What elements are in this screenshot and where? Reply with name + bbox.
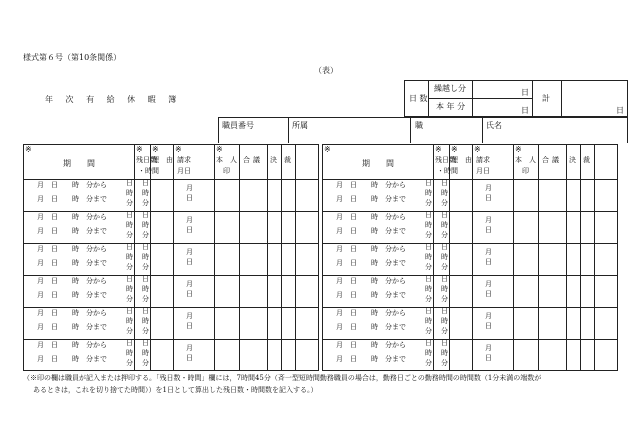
leave-table-left — [23, 144, 319, 371]
left-row-minute-2: 分 — [142, 263, 149, 271]
left-row-hour-2: 時 — [142, 221, 149, 229]
left-row-to: 月 日 時 分まで — [37, 195, 107, 203]
right-row-to: 月 日 時 分まで — [336, 227, 406, 235]
footnote-line-1: （※印の欄は職員が記入または押印する。「残日数・時間」欄には，7時間45分（斉一型短時間勤務職員の場合は，勤務日ごとの勤務時間の時間数（1分未満の端数が — [23, 374, 542, 382]
left-remaining-header-2: ・時間 — [138, 167, 159, 175]
days-label: 日 数 — [409, 94, 428, 103]
right-row-day: 日 — [425, 307, 432, 315]
right-row-minute: 分 — [425, 263, 432, 271]
right-row-hour-2: 時 — [441, 317, 448, 325]
left-row-day: 日 — [126, 211, 133, 219]
right-mark-period: ※ — [324, 145, 331, 154]
left-discuss-header: 議 — [253, 156, 260, 164]
department-label: 所属 — [292, 121, 308, 130]
left-person-header-1: 本 人 — [216, 156, 237, 164]
grid-line — [322, 179, 618, 180]
right-row-to: 月 日 時 分まで — [336, 355, 406, 363]
left-row-day-2: 日 — [142, 275, 149, 283]
grid-line — [23, 211, 319, 212]
left-row-month: 月 — [186, 280, 193, 288]
left-row-from: 月 日 時 分から — [37, 245, 107, 253]
grid-line — [23, 307, 319, 308]
left-row-hour: 時 — [126, 253, 133, 261]
left-row-day-2: 日 — [142, 179, 149, 187]
right-row-minute-2: 分 — [441, 327, 448, 335]
right-row-hour: 時 — [425, 253, 432, 261]
carryover-day-unit: 日 — [521, 88, 529, 97]
right-request-header-2: 月日 — [476, 167, 490, 175]
document-title: 年 次 有 給 休 暇 簿 — [45, 95, 182, 104]
left-approve-header: 裁 — [284, 156, 291, 164]
left-person-header-2: 印 — [223, 167, 230, 175]
right-row-from: 月 日 時 分から — [336, 181, 406, 189]
left-mark-person: ※ — [216, 145, 223, 154]
current-year-day-unit: 日 — [521, 106, 529, 115]
left-row-date: 日 — [186, 322, 193, 330]
left-reason-header: 理 由 — [152, 156, 173, 164]
right-row-month: 月 — [485, 216, 492, 224]
left-row-month: 月 — [186, 248, 193, 256]
right-row-to: 月 日 時 分まで — [336, 291, 406, 299]
right-request-header-1: 請求 — [476, 156, 490, 164]
left-row-day: 日 — [126, 307, 133, 315]
right-row-day-2: 日 — [441, 243, 448, 251]
left-row-from: 月 日 時 分から — [37, 213, 107, 221]
left-row-minute-2: 分 — [142, 359, 149, 367]
staff-number-label: 職員番号 — [222, 121, 254, 130]
left-row-date: 日 — [186, 258, 193, 266]
left-request-header-1: 請求 — [177, 156, 191, 164]
left-row-minute: 分 — [126, 295, 133, 303]
left-row-minute: 分 — [126, 199, 133, 207]
right-row-hour: 時 — [425, 221, 432, 229]
left-row-month: 月 — [186, 216, 193, 224]
right-mark-reason: ※ — [451, 145, 458, 154]
right-row-hour: 時 — [425, 349, 432, 357]
left-consult-header: 合 — [243, 156, 250, 164]
position-label: 職 — [415, 121, 423, 130]
right-row-day-2: 日 — [441, 211, 448, 219]
left-row-minute-2: 分 — [142, 295, 149, 303]
left-row-hour-2: 時 — [142, 285, 149, 293]
right-decide-header: 決 — [569, 156, 576, 164]
days-summary-block — [404, 80, 628, 117]
left-row-from: 月 日 時 分から — [37, 341, 107, 349]
right-row-hour-2: 時 — [441, 253, 448, 261]
current-year-label: 本 年 分 — [436, 102, 466, 111]
right-row-minute: 分 — [425, 231, 432, 239]
right-row-date: 日 — [485, 258, 492, 266]
left-row-date: 日 — [186, 226, 193, 234]
right-row-from: 月 日 時 分から — [336, 341, 406, 349]
right-remaining-header-1: 残日数 — [435, 156, 456, 164]
right-row-month: 月 — [485, 280, 492, 288]
grid-line — [322, 211, 618, 212]
right-row-month: 月 — [485, 344, 492, 352]
table-label: （表） — [314, 66, 338, 75]
grid-line — [23, 275, 319, 276]
right-row-day: 日 — [425, 179, 432, 187]
left-row-date: 日 — [186, 290, 193, 298]
left-mark-reason: ※ — [152, 145, 159, 154]
left-row-hour: 時 — [126, 349, 133, 357]
left-row-minute: 分 — [126, 263, 133, 271]
left-row-to: 月 日 時 分まで — [37, 355, 107, 363]
left-row-minute-2: 分 — [142, 199, 149, 207]
right-row-day-2: 日 — [441, 307, 448, 315]
right-mark-remaining: ※ — [435, 145, 442, 154]
left-row-day: 日 — [126, 243, 133, 251]
right-row-hour-2: 時 — [441, 221, 448, 229]
grid-line — [322, 339, 618, 340]
left-row-to: 月 日 時 分まで — [37, 291, 107, 299]
right-remaining-header-2: ・時間 — [437, 167, 458, 175]
left-row-hour: 時 — [126, 221, 133, 229]
left-row-to: 月 日 時 分まで — [37, 259, 107, 267]
right-person-header-2: 印 — [522, 167, 529, 175]
left-row-minute-2: 分 — [142, 327, 149, 335]
left-period-header: 期 間 — [63, 159, 95, 168]
right-row-day: 日 — [425, 339, 432, 347]
right-row-day: 日 — [425, 211, 432, 219]
right-period-header: 期 間 — [362, 159, 394, 168]
grid-line — [322, 275, 618, 276]
right-row-minute-2: 分 — [441, 359, 448, 367]
left-row-from: 月 日 時 分から — [37, 277, 107, 285]
grid-line — [322, 243, 618, 244]
right-row-hour: 時 — [425, 285, 432, 293]
right-row-hour-2: 時 — [441, 349, 448, 357]
grid-line — [23, 179, 319, 180]
right-row-from: 月 日 時 分から — [336, 309, 406, 317]
grid-line — [322, 307, 618, 308]
left-row-day-2: 日 — [142, 243, 149, 251]
left-row-hour: 時 — [126, 317, 133, 325]
left-row-hour-2: 時 — [142, 253, 149, 261]
right-consult-header: 合 — [542, 156, 549, 164]
left-row-month: 月 — [186, 184, 193, 192]
grid-line — [23, 339, 319, 340]
right-mark-request: ※ — [474, 145, 481, 154]
left-row-month: 月 — [186, 344, 193, 352]
left-row-day: 日 — [126, 339, 133, 347]
right-row-month: 月 — [485, 312, 492, 320]
left-mark-request: ※ — [175, 145, 182, 154]
right-row-from: 月 日 時 分から — [336, 277, 406, 285]
left-row-minute-2: 分 — [142, 231, 149, 239]
right-row-hour: 時 — [425, 317, 432, 325]
left-row-to: 月 日 時 分まで — [37, 323, 107, 331]
right-row-minute-2: 分 — [441, 199, 448, 207]
left-row-day-2: 日 — [142, 307, 149, 315]
left-row-day-2: 日 — [142, 211, 149, 219]
left-decide-header: 決 — [270, 156, 277, 164]
right-row-minute-2: 分 — [441, 295, 448, 303]
right-row-minute: 分 — [425, 359, 432, 367]
right-person-header-1: 本 人 — [515, 156, 536, 164]
left-row-hour-2: 時 — [142, 349, 149, 357]
right-row-date: 日 — [485, 226, 492, 234]
left-request-header-2: 月日 — [177, 167, 191, 175]
leave-table-right — [322, 144, 618, 371]
right-row-minute-2: 分 — [441, 231, 448, 239]
employee-info-row — [218, 117, 628, 143]
right-row-minute: 分 — [425, 327, 432, 335]
right-row-date: 日 — [485, 322, 492, 330]
left-mark-remaining: ※ — [136, 145, 143, 154]
right-row-minute-2: 分 — [441, 263, 448, 271]
right-row-day-2: 日 — [441, 275, 448, 283]
right-row-minute: 分 — [425, 199, 432, 207]
right-row-date: 日 — [485, 354, 492, 362]
left-row-from: 月 日 時 分から — [37, 309, 107, 317]
right-row-to: 月 日 時 分まで — [336, 323, 406, 331]
left-row-to: 月 日 時 分まで — [37, 227, 107, 235]
right-row-day: 日 — [425, 275, 432, 283]
left-row-day: 日 — [126, 275, 133, 283]
right-row-hour: 時 — [425, 189, 432, 197]
right-discuss-header: 議 — [552, 156, 559, 164]
left-row-date: 日 — [186, 194, 193, 202]
left-row-hour-2: 時 — [142, 189, 149, 197]
right-row-month: 月 — [485, 184, 492, 192]
grid-line — [23, 243, 319, 244]
left-row-from: 月 日 時 分から — [37, 181, 107, 189]
right-row-day: 日 — [425, 243, 432, 251]
right-reason-header: 理 由 — [451, 156, 472, 164]
left-row-day-2: 日 — [142, 339, 149, 347]
right-row-date: 日 — [485, 194, 492, 202]
left-row-minute: 分 — [126, 231, 133, 239]
right-mark-person: ※ — [515, 145, 522, 154]
right-row-month: 月 — [485, 248, 492, 256]
right-row-day-2: 日 — [441, 339, 448, 347]
total-label: 計 — [542, 94, 550, 103]
right-row-from: 月 日 時 分から — [336, 213, 406, 221]
left-remaining-header-1: 残日数 — [136, 156, 157, 164]
left-row-hour: 時 — [126, 285, 133, 293]
left-row-day: 日 — [126, 179, 133, 187]
total-day-unit: 日 — [616, 106, 624, 115]
left-row-hour-2: 時 — [142, 317, 149, 325]
left-mark-period: ※ — [25, 145, 32, 154]
form-number: 様式第６号（第10条関係） — [23, 53, 122, 62]
right-approve-header: 裁 — [583, 156, 590, 164]
right-row-from: 月 日 時 分から — [336, 245, 406, 253]
left-row-date: 日 — [186, 354, 193, 362]
right-row-hour-2: 時 — [441, 285, 448, 293]
right-row-to: 月 日 時 分まで — [336, 259, 406, 267]
right-row-minute: 分 — [425, 295, 432, 303]
right-row-date: 日 — [485, 290, 492, 298]
right-row-day-2: 日 — [441, 179, 448, 187]
right-row-to: 月 日 時 分まで — [336, 195, 406, 203]
name-label: 氏名 — [486, 121, 502, 130]
left-row-hour: 時 — [126, 189, 133, 197]
right-row-hour-2: 時 — [441, 189, 448, 197]
footnote-line-2: あるときは，これを切り捨てた時間））を1日として算出した残日数・時間数を記入する。） — [33, 386, 318, 394]
left-row-month: 月 — [186, 312, 193, 320]
carryover-label: 繰越し分 — [434, 84, 466, 93]
left-row-minute: 分 — [126, 359, 133, 367]
left-row-minute: 分 — [126, 327, 133, 335]
